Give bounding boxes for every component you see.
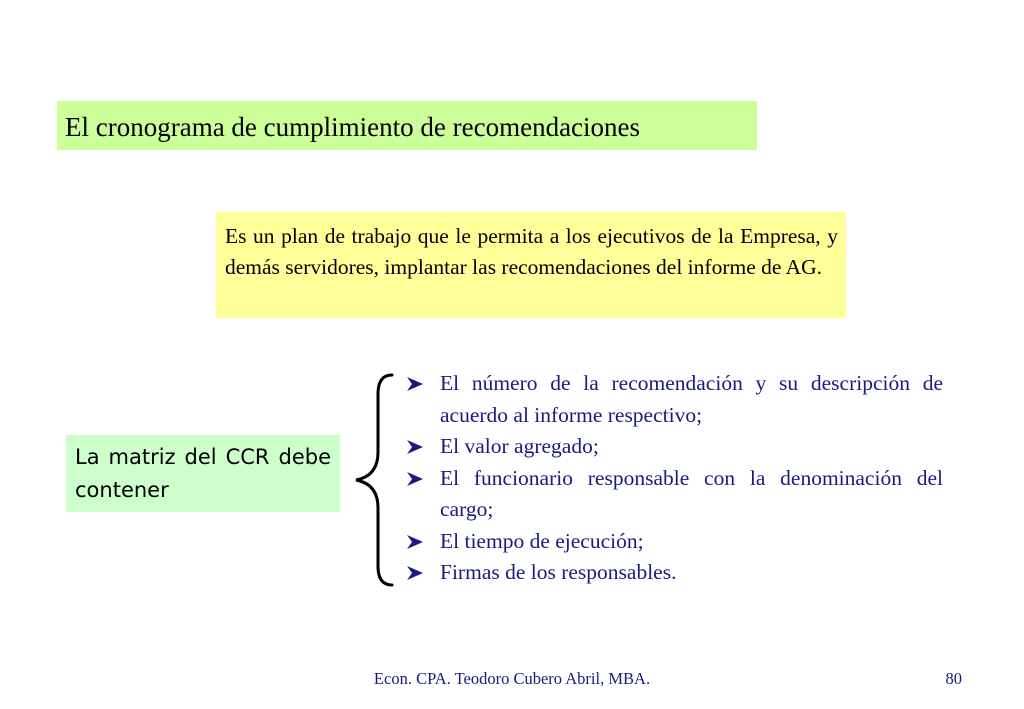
arrow-bullet-icon [406,376,424,392]
list-item [400,463,943,526]
list-item-text: El funcionario responsable con la denominación del cargo; [440,465,943,521]
matrix-label: La matriz del CCR debe contener [66,435,340,512]
slide-title: El cronograma de cumplimiento de recomendaciones [57,101,757,150]
definition-text: Es un plan de trabajo que le permita a los ejecutivos de la Empresa, y demás servidores, implantar las recomendaciones del informe de AG. [216,212,846,318]
list-item-text: Firmas de los responsables. [440,560,677,584]
list-item-text: El tiempo de ejecución; [440,528,644,553]
list-item-text: El valor agregado; [440,434,599,458]
contents-list [400,368,943,589]
arrow-bullet-icon [406,534,424,550]
arrow-bullet-icon [406,439,424,455]
left-curly-brace-icon [350,372,398,588]
list-item-text: El número de la recomendación y su descripción de acuerdo al informe respectivo; [440,371,943,427]
page-number: 80 [945,669,962,688]
list-item [400,368,943,431]
arrow-bullet-icon [406,565,424,581]
list-item [400,557,943,589]
list-item [400,526,943,558]
arrow-bullet-icon [406,471,424,487]
footer-author: Econ. CPA. Teodoro Cubero Abril, MBA. [373,669,651,688]
list-item [400,431,943,463]
